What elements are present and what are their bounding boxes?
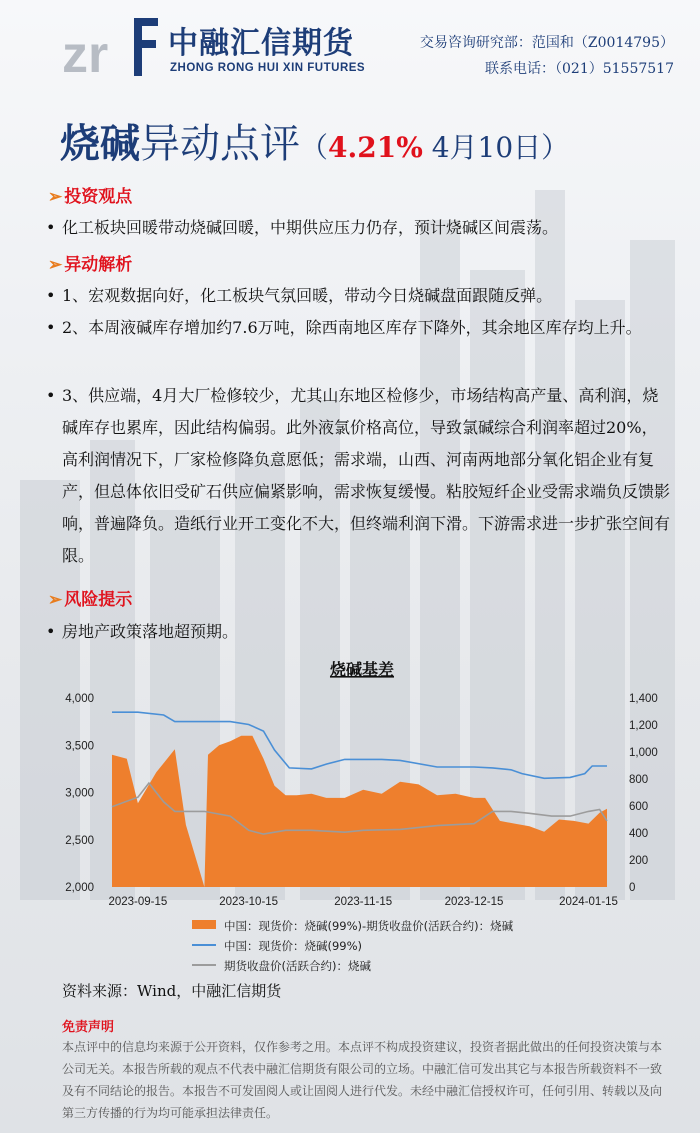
- y-right-tick-label: 0: [629, 882, 636, 894]
- y-right-tick-label: 600: [629, 801, 649, 813]
- y-right-tick-label: 200: [629, 855, 649, 867]
- section-investment-view: [48, 182, 132, 207]
- bullet-icon: •: [46, 218, 56, 237]
- y-left-tick-label: 2,000: [65, 882, 94, 894]
- y-right-tick-label: 400: [629, 828, 649, 840]
- paragraph-text: 2、本周液碱库存增加约7.6万吨，除西南地区库存下降外，其余地区库存均上升。: [62, 318, 642, 337]
- section-title: 风险提示: [64, 590, 133, 610]
- disclaimer-text: 本点评中的信息均来源于公开资料，仅作参考之用。本点评不构成投资建议，投资者据此做出的任何投资决策与本公司无关。本报告所载的观点不代表中融汇信期货有限公司的立场。中融汇信可发出其它与本报告所载资料不一致及有不同结论的报告。本报告不可发固阅人或让固阅人进行代发。未经中融汇信授权许可，任何引用、转载以及向第三方传播的行为均可能承担法律责任。: [62, 1040, 663, 1120]
- analysis-item: [46, 280, 670, 312]
- x-tick-label: 2023-09-15: [108, 896, 168, 908]
- y-left-tick-label: 2,500: [65, 834, 94, 847]
- analysis-item: [46, 312, 670, 344]
- y-right-tick-label: 800: [629, 774, 649, 786]
- y-left-tick-label: 4,000: [65, 693, 94, 705]
- y-left-tick-label: 3,000: [65, 787, 94, 800]
- title-product: 烧碱: [60, 120, 140, 167]
- x-tick-label: 2023-11-15: [334, 896, 393, 908]
- arrow-bullet-icon: ➢: [48, 590, 63, 610]
- legend-label: 中国：现货价：烧碱(99%): [224, 939, 363, 953]
- disclaimer-title: 免责声明: [62, 1020, 115, 1035]
- section-title: 投资观点: [64, 187, 133, 207]
- section-analysis: [48, 250, 132, 275]
- bullet-icon: •: [46, 386, 56, 405]
- paragraph-text: 1、宏观数据向好，化工板块气氛回暖，带动今日烧碱盘面跟随反弹。: [62, 286, 553, 305]
- company-name-cn: 中融汇信期货: [168, 26, 354, 61]
- report-header: [0, 0, 700, 90]
- paragraph-text: 房地产政策落地超预期。: [62, 622, 239, 641]
- report-title: [60, 112, 569, 169]
- y-right-tick-label: 1,400: [629, 693, 658, 705]
- y-left-tick-label: 3,500: [65, 740, 94, 753]
- arrow-bullet-icon: ➢: [48, 255, 63, 275]
- analysis-item: [46, 380, 670, 572]
- company-name-en: ZHONG RONG HUI XIN FUTURES: [170, 62, 366, 74]
- data-source: 资料来源：Wind，中融汇信期货: [62, 982, 282, 1000]
- bullet-icon: •: [46, 318, 56, 337]
- bullet-icon: •: [46, 622, 56, 641]
- investment-view-item: [46, 212, 670, 244]
- analyst-line: 交易咨询研究部：范国和（Z0014795）: [419, 35, 674, 51]
- y-right-tick-label: 1,000: [629, 747, 658, 759]
- paragraph-text: 3、供应端，4月大厂检修较少，尤其山东地区检修少，市场结构高产量、高利润，烧碱库存也累库，因此结构偏弱。此外液氯价格高位，导致氯碱综合利润率超过20%，高利润情况下，厂家检修降负意愿低；需求端，山西、河南两地部分氧化铝企业有复产，但总体依旧受矿石供应偏紧影响，需求恢复缓慢。粘胶短纤企业受需求端负反馈影响，普遍降负。造纸行业开工变化不大，但终端利润下滑。下游需求进一步扩张空间有限。: [62, 386, 671, 565]
- y-right-tick-label: 1,200: [629, 720, 658, 732]
- basis-chart: [52, 655, 672, 985]
- title-paren: （: [300, 131, 329, 164]
- legend-swatch: [192, 920, 216, 929]
- chart-title: 烧碱基差: [329, 660, 395, 679]
- contact-info: [420, 30, 674, 82]
- title-change-percent: 4.21%: [328, 131, 423, 164]
- legend-label: 中国：现货价：烧碱(99%)-期货收盘价(活跃合约)：烧碱: [224, 919, 514, 933]
- legend-label: 期货收盘价(活跃合约)：烧碱: [224, 959, 371, 973]
- arrow-bullet-icon: ➢: [48, 187, 63, 207]
- svg-text:zr: zr: [62, 26, 109, 80]
- company-logo-icon: [62, 10, 162, 80]
- risk-item: [46, 616, 670, 648]
- x-tick-label: 2023-10-15: [219, 896, 279, 908]
- series-line-spot-price: [112, 712, 607, 778]
- x-tick-label: 2024-01-15: [559, 896, 618, 908]
- section-title: 异动解析: [64, 255, 133, 275]
- bullet-icon: •: [46, 286, 56, 305]
- title-type: 异动点评: [140, 121, 300, 167]
- phone-line: 联系电话：（021）51557517: [485, 61, 674, 77]
- section-risk: [48, 585, 132, 610]
- x-tick-label: 2023-12-15: [444, 896, 504, 908]
- title-date: 4月10日）: [422, 131, 570, 164]
- paragraph-text: 化工板块回暖带动烧碱回暖，中期供应压力仍存，预计烧碱区间震荡。: [62, 218, 559, 237]
